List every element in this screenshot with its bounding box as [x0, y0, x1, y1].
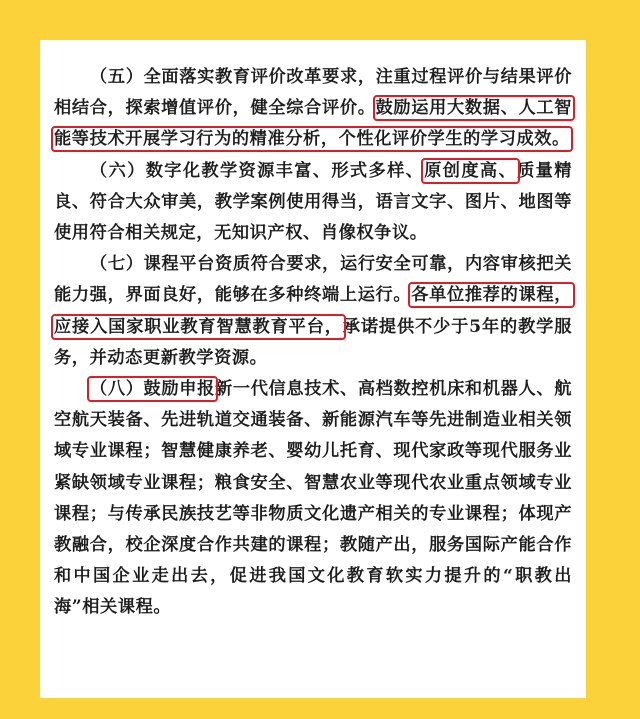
highlight-originality: 原创度高、 [424, 160, 518, 181]
paragraph-five-text: （五）全面落实教育评价改革要求，注重过程评价与结果评价相结合，探索增值评价，健全综合评价。 [54, 67, 572, 119]
paragraph-eight-text: 新一代信息技术、高档数控机床和机器人、航空航天装备、先进轨道交通装备、新能源汽车等先进制造业相关领域专业课程；智慧健康养老、婴幼儿托育、现代家政等现代服务业紧缺领域专业课程；粮食安全、智慧农业等现代农业重点领域专业课程；与传承民族技艺等非物质文化遗产相关的专业课程；体现产教融合，校企深度合作共建的课程；教随产出，服务国际产能合作和中国企业走出去，促进我国文化教育软实力提升的“职教出海”相关课程。 [54, 379, 572, 618]
paragraph-eight [54, 374, 572, 624]
paragraph-six-text-start: （六）数字化教学资源丰富、形式多样、 [90, 160, 425, 181]
paragraph-seven [54, 249, 572, 374]
paragraph-six [54, 156, 572, 250]
paragraph-seven-text-start: （七）课程平台资质符合要求，运行安全可靠，内容审核把关能力强，界面良好，能够在多种终端上运行。 [54, 254, 572, 306]
paragraph-six-text-end: 质量精良、符合大众审美，教学案例使用得当，语言文字、图片、地图等使用符合相关规定，无知识产权、肖像权争议。 [54, 160, 572, 244]
highlight-platform-access: 各单位推荐的课程，应接入国家职业教育智慧教育平台， [54, 285, 572, 337]
paragraph-five [54, 62, 572, 156]
paragraph-seven-text-end: 承诺提供不少于5年的教学服务，并动态更新教学资源。 [54, 316, 572, 368]
document-page [40, 40, 586, 698]
highlight-big-data-analysis: 鼓励运用大数据、人工智能等技术开展学习行为的精准分析，个性化评价学生的学习成效。 [54, 98, 572, 150]
highlight-encourage-apply: （八）鼓励申报 [90, 379, 215, 400]
